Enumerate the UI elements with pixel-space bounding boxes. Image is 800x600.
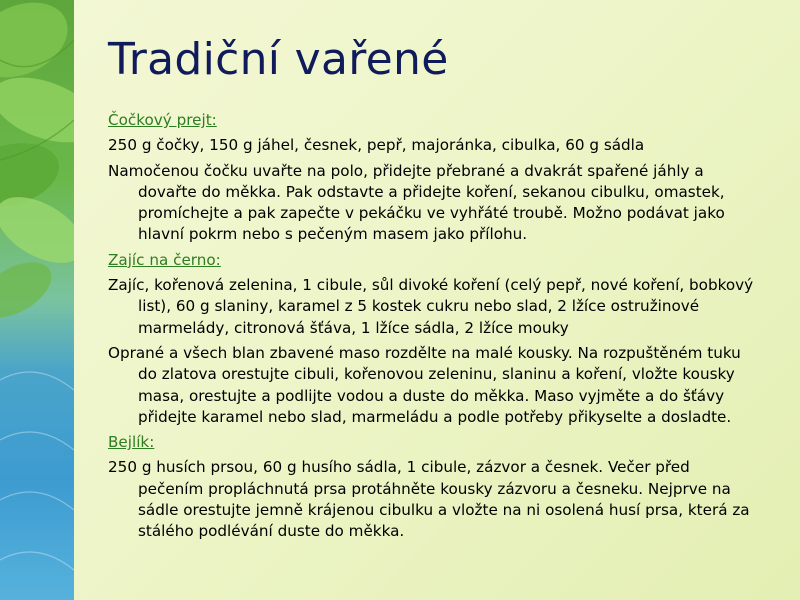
recipe-cockovy-prejt [108,110,758,246]
recipe-heading: Zajíc na černo: [108,250,221,269]
recipe-ingredients: Zajíc, kořenová zelenina, 1 cibule, sůl divoké koření (celý pepř, nové koření, bobkový list), 60 g slaniny, karamel z 5 kostek cukru nebo slad, 2 lžíce ostružinové marmelády, citronová šťáva, 1 lžíce sádla, 2 lžíce mouky [108,276,754,337]
recipe-heading: Čočkový prejt: [108,111,217,129]
recipe-ingredients: 250 g husích prsou, 60 g husího sádla, 1 cibule, zázvor a česnek. Večer před pečením propláchnutá prsa protáhněte kousky zázvoru a česneku. Nejprve na sádle orestujte jemně krájenou cibulku a vložte na ni osolená husí prsa, která za stálého podlévání duste do měkka. [108,458,750,541]
recipe-method: Namočenou čočku uvařte na polo, přidejte přebrané a dvakrát spařené jáhly a dovařte do měkka. Pak odstavte a přidejte koření, sekanou cibulku, omastek, promíchejte a pak zapečte v pekáčku ve vyhřáté troubě. Možno podávat jako hlavní pokrm nebo s pečeným masem jako přílohu. [108,161,725,244]
slide-title: Tradiční vařené [108,34,449,85]
leaf-illustration [0,0,74,600]
recipe-method: Oprané a všech blan zbavené maso rozdělte na malé kousky. Na rozpuštěném tuku do zlatova orestujte cibuli, kořenovou zeleninu, slaninu a koření, vložte kousky masa, orestujte a podlijte vodou a duste do měkka. Maso vyjměte a do šťávy přidejte karamel nebo slad, marmeládu a podle potřeby přikyselte a dosladte. [108,343,741,426]
recipe-list [108,110,758,547]
recipe-bejlik [108,432,758,542]
decorative-leaf-water-strip [0,0,74,600]
recipe-heading: Bejlík: [108,433,155,452]
recipe-zajic-na-cerno [108,250,758,428]
recipe-ingredients: 250 g čočky, 150 g jáhel, česnek, pepř, majoránka, cibulka, 60 g sádla [108,136,645,155]
